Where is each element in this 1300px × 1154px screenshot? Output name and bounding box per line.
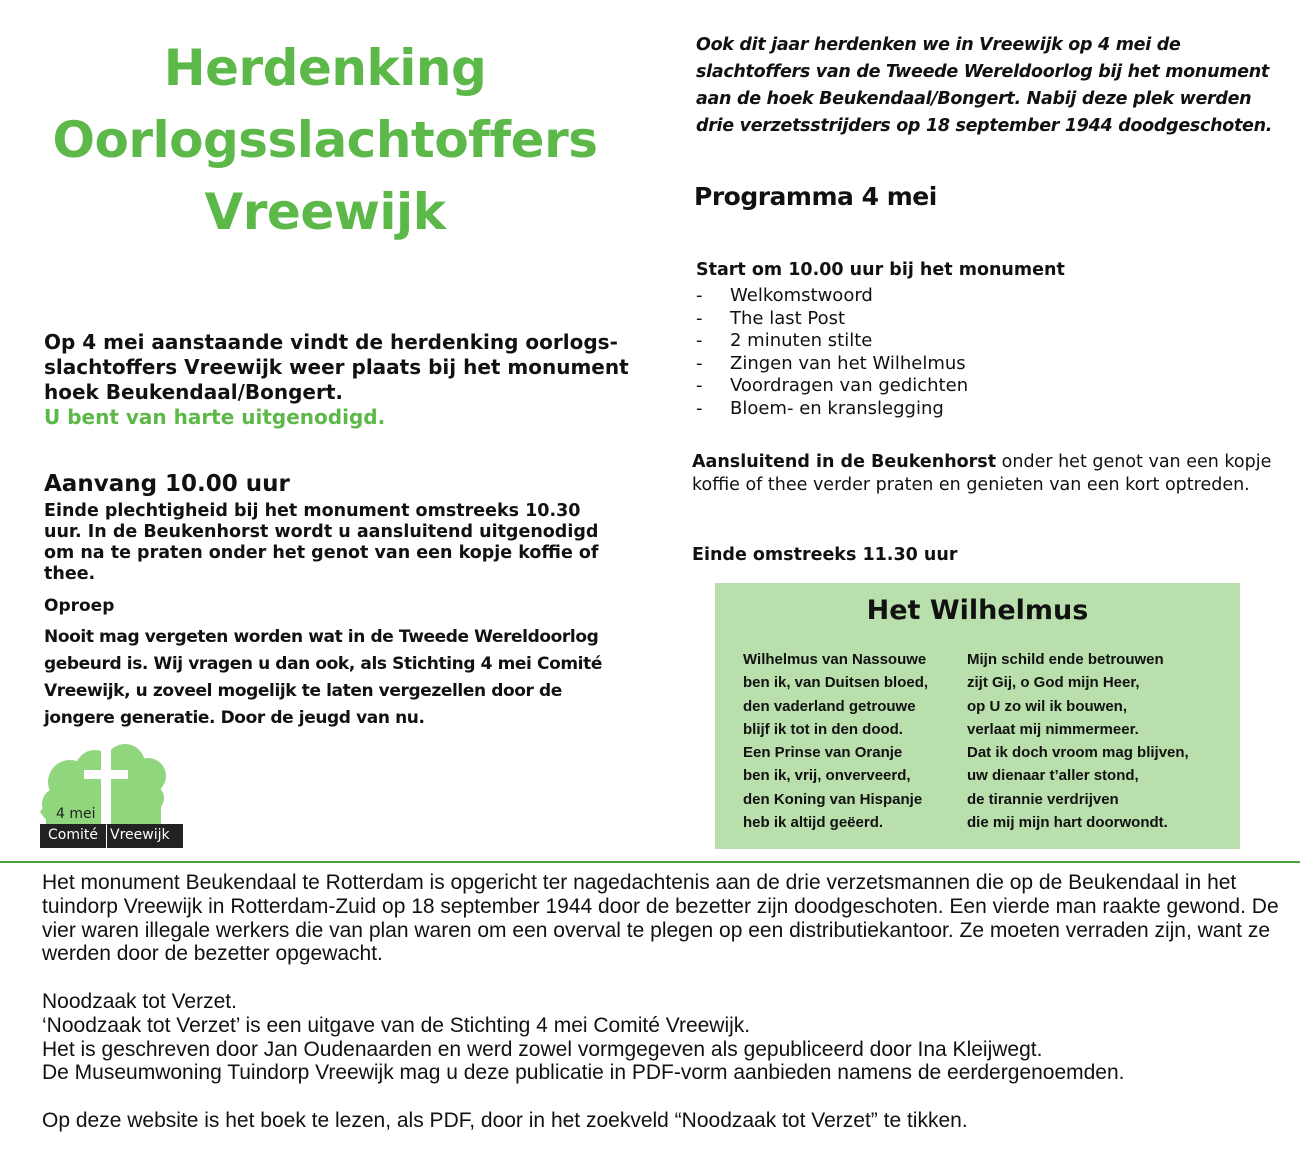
list-item	[696, 285, 968, 308]
list-item	[696, 398, 968, 421]
spacer	[42, 966, 1287, 990]
list-item	[696, 375, 968, 398]
book-search-line: Op deze website is het boek te lezen, als PDF, door in het zoekveld “Noodzaak tot Verzet” te tikken.	[42, 1108, 968, 1132]
list-item-label: Bloem- en kranslegging	[730, 397, 944, 419]
list-item	[696, 330, 968, 353]
spacer	[42, 1085, 1287, 1109]
aansluitend-text	[692, 451, 1282, 496]
verse-line: ben ik, van Duitsen bloed,	[743, 674, 929, 692]
page-title	[40, 32, 610, 248]
verse-line: zijt Gij, o God mijn Heer,	[967, 674, 1140, 692]
book-publisher-line: ‘Noodzaak tot Verzet’ is een uitgave van de Stichting 4 mei Comité Vreewijk.	[42, 1013, 751, 1037]
logo-right-text: Vreewijk	[110, 827, 170, 843]
intro-paragraph	[44, 330, 634, 430]
programma-start: Start om 10.00 uur bij het monument	[696, 260, 1065, 280]
verse-line: verlaat mij nimmermeer.	[967, 720, 1139, 738]
aanvang-heading: Aanvang 10.00 uur	[44, 471, 290, 497]
verse-line: op U zo wil ik bouwen,	[967, 697, 1127, 715]
verse-line: den vaderland getrouwe	[743, 697, 916, 715]
oproep-heading: Oproep	[44, 596, 115, 616]
verse-line: uw dienaar t’aller stond,	[967, 767, 1139, 785]
list-dash: -	[696, 330, 703, 351]
book-author-line: Het is geschreven door Jan Oudenaarden en werd zowel vormgegeven als gepubliceerd door Ina Kleijwegt.	[42, 1037, 1043, 1061]
wilhelmus-box	[715, 583, 1240, 849]
wilhelmus-title: Het Wilhelmus	[866, 595, 1089, 626]
bottom-description	[42, 871, 1287, 1133]
section-divider	[0, 861, 1300, 863]
verse-line: ben ik, vrij, onverveerd,	[743, 767, 911, 785]
wilhelmus-verse-2	[967, 648, 1189, 834]
book-title-line: Noodzaak tot Verzet.	[42, 989, 237, 1013]
programma-list	[696, 285, 968, 420]
verse-line: Mijn schild ende betrouwen	[967, 651, 1164, 668]
logo-left-text: Comité	[48, 827, 98, 843]
wilhelmus-verse-1	[743, 648, 928, 834]
verse-line: Dat ik doch vroom mag blijven,	[967, 744, 1189, 762]
list-dash: -	[696, 352, 703, 374]
verse-line: blijf ik tot in den dood.	[743, 720, 903, 738]
verse-line: den Koning van Hispanje	[743, 790, 923, 808]
aansluitend-bold: Aansluitend in de Beukenhorst	[692, 452, 997, 472]
book-museum-line: De Museumwoning Tuindorp Vreewijk mag u deze publicatie in PDF-vorm aanbieden namens de eerdergenoemden.	[42, 1061, 1125, 1085]
list-item	[696, 308, 968, 331]
title-line-2: Oorlogsslachtoffers	[52, 111, 598, 169]
list-dash: -	[696, 285, 703, 306]
monument-paragraph: Het monument Beukendaal te Rotterdam is opgericht ter nagedachtenis aan de drie verzetsmannen die op de Beukendaal in het tuindorp Vreewijk in Rotterdam-Zuid op 18 september 1944 door de bezetter zijn doodgeschoten. Een vierde man raakte gewond. De vier waren illegale werkers die van plan waren om een overval te plegen op een distributiekantoor. Ze moeten verraden zijn, want ze werden door de bezetter opgewacht.	[42, 871, 1279, 966]
verse-line: Een Prinse van Oranje	[743, 744, 903, 762]
list-item	[696, 353, 968, 376]
verse-line: de tirannie verdrijven	[967, 790, 1119, 808]
oproep-text: Nooit mag vergeten worden wat in de Tweede Wereldoorlog gebeurd is. Wij vragen u dan ook, als Stichting 4 mei Comité Vreewijk, u zoveel mogelijk te laten vergezellen door de jongere generatie. Door de jeugd van nu.	[44, 627, 602, 728]
right-intro-text: Ook dit jaar herdenken we in Vreewijk op 4 mei de slachtoffers van de Tweede Wereldoorlog bij het monument aan de hoek Beukendaal/Bongert. Nabij deze plek werden drie verzetsstrijders op 18 september 1944 doodgeschoten.	[696, 35, 1273, 136]
verse-line: Wilhelmus van Nassouwe	[743, 651, 927, 668]
logo-top-text: 4 mei	[56, 806, 96, 822]
invitation-text: U bent van harte uitgenodigd.	[44, 405, 386, 429]
comite-logo	[40, 742, 185, 850]
list-dash: -	[696, 375, 703, 396]
list-dash: -	[696, 397, 703, 419]
list-dash: -	[696, 307, 703, 329]
verse-line: heb ik altijd geëerd.	[743, 814, 884, 832]
list-item-label: Zingen van het Wilhelmus	[730, 352, 966, 374]
list-item-label: Voordragen van gedichten	[730, 375, 969, 396]
list-item-label: Welkomstwoord	[730, 285, 873, 306]
intro-text: Op 4 mei aanstaande vindt de herdenking oorlogs-slachtoffers Vreewijk weer plaats bij het monument hoek Beukendaal/Bongert.	[44, 330, 629, 404]
programma-heading: Programma 4 mei	[694, 182, 937, 211]
title-line-3: Vreewijk	[204, 183, 446, 241]
list-item-label: 2 minuten stilte	[730, 330, 873, 351]
aanvang-text: Einde plechtigheid bij het monument omstreeks 10.30 uur. In de Beukenhorst wordt u aansluitend uitgenodigd om na te praten onder het genot van een kopje koffie of thee.	[44, 501, 599, 584]
einde-text: Einde omstreeks 11.30 uur	[692, 545, 958, 565]
verse-line: die mij mijn hart doorwondt.	[967, 814, 1168, 832]
aansluitend-rest: onder het genot van een kopje koffie of thee verder praten en genieten van een kort optreden.	[692, 452, 1272, 495]
title-line-1: Herdenking	[163, 39, 487, 97]
list-item-label: The last Post	[730, 307, 846, 329]
